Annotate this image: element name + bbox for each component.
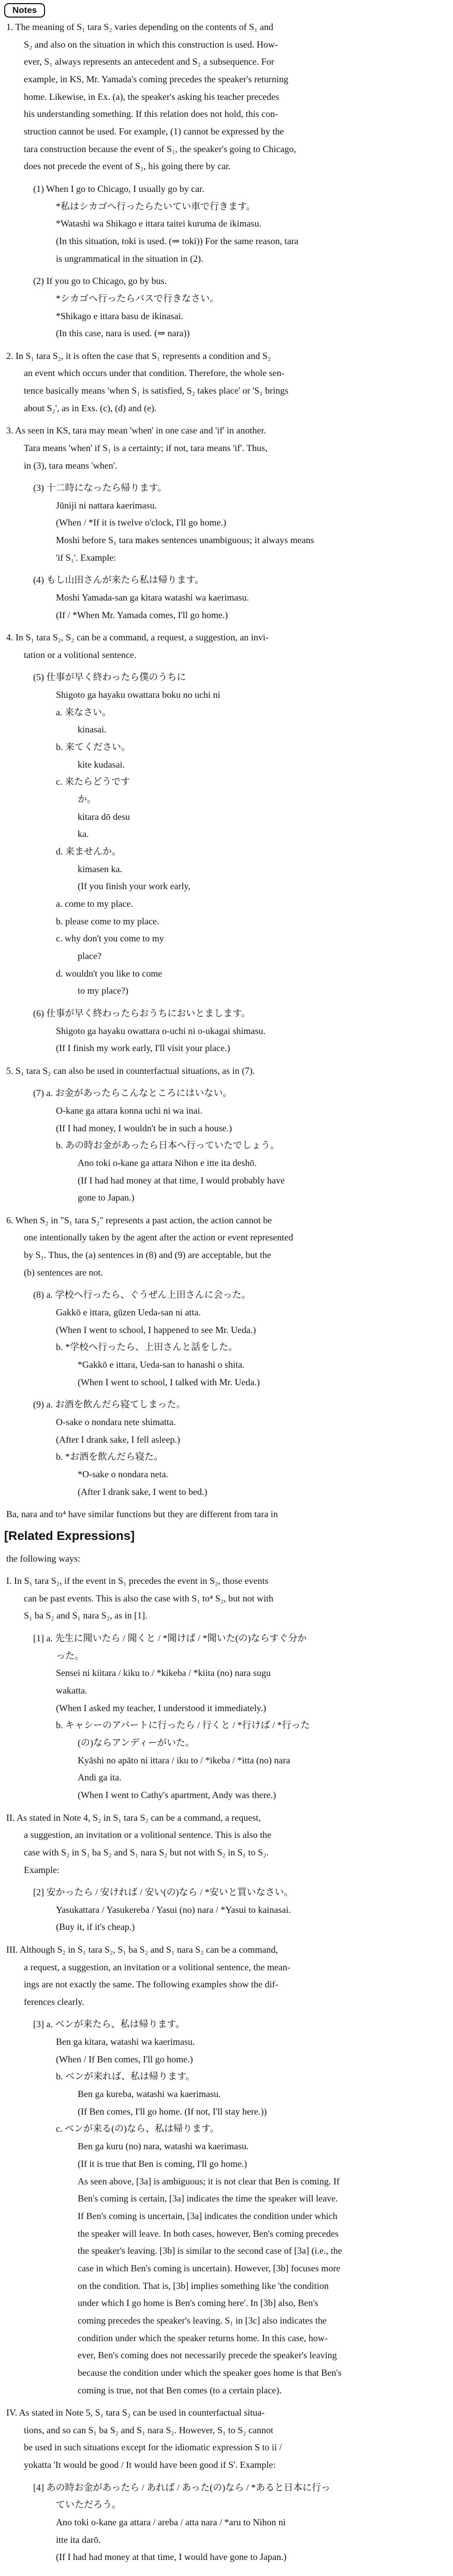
text-line: O-kane ga attara konna uchi ni wa inai. [56,1105,202,1116]
text-line: kitara dō desu [78,812,130,822]
text-line: *シカゴへ行ったらバスで行きなさい。 [56,293,219,304]
text-line: to my place?) [78,985,128,996]
text-line: (7) a. お金があったらこんなところにはいない。 [33,1088,232,1098]
text-line: case with S₂ in S₁ ba S₂ and S₁ nara S₂ but not with S₂ in S₁ to S₂. [24,1847,269,1858]
text-line: b. 来てください。 [56,742,130,752]
text-line: III. Although S₂ in S₁ tara S₂, S₁ ba S₂ and S₁ nara S₂ can be a command, [6,1944,278,1955]
text-line: b. *学校へ行ったら、上田さんと話をした。 [56,1342,238,1352]
text-line: 4. In S₁ tara S₂, S₂ can be a command, a request, a suggestion, an invi- [6,632,269,642]
text-line: about S₂', as in Exs. (c), (d) and (e). [24,403,157,413]
text-line: (の)ならアンディーがいた。 [78,1738,195,1748]
text-line: 'if S₁'. Example: [56,552,116,563]
text-line: Yasukattara / Yasukereba / Yasui (no) nara / *Yasui to kainasai. [56,1905,291,1915]
text-line: If Ben's coming is uncertain, [3a] indicates the condition under which [78,2211,338,2221]
text-line: (In this case, nara is used. (⇒ nara)) [56,328,190,338]
text-line: wakatta. [56,1685,87,1696]
text-line: kinasai. [78,724,107,735]
text-line: (If I had had money at that time, I would probably have [78,1175,285,1186]
text-line: *Gakkō e ittara, Ueda-san to hanashi o shita. [78,1359,245,1370]
text-line: (9) a. お酒を飲んだら寝てしまった。 [33,1399,186,1410]
text-line: (When I went to school, I happened to see Mr. Ueda.) [56,1325,256,1335]
text-line: (Buy it, if it's cheap.) [56,1922,135,1932]
text-line: (1) When I go to Chicago, I usually go by car. [33,184,204,194]
text-line: struction cannot be used. For example, (1) cannot be expressed by the [24,126,284,137]
text-line: condition under which the speaker returns home. In this case, how- [78,2333,328,2343]
text-line: the speaker will leave. In both cases, however, Ben's coming precedes [78,2228,339,2239]
text-line: is ungrammatical in the situation in (2). [56,253,203,264]
text-line: ings are not exactly the same. The following examples show the dif- [24,1979,279,1989]
text-line: coming is true, not that Ben comes (to a certain place). [78,2385,282,2395]
text-line: (If I had had money at that time, I would have gone to Japan.) [56,2552,287,2562]
text-line: c. ベンが来る(の)なら、私は帰ります。 [56,2123,220,2134]
text-line: (4) もし山田さんが来たら私は帰ります。 [33,575,204,585]
text-line: Jūniji ni nattara kaerimasu. [56,500,157,511]
text-line: gone to Japan.) [78,1192,135,1203]
text-line: ていただろう。 [56,2499,121,2510]
text-line: Ano toki o-kane ga attara Nihon e itte ita deshō. [78,1158,257,1168]
text-line: (3) 十二時になったら帰ります。 [33,483,167,493]
text-line: S₁ ba S₂ and S₁ nara S₂, as in [1]. [24,1610,148,1621]
text-line: った。 [56,1651,84,1661]
text-line: a suggestion, an invitation or a volitional sentence. This is also the [24,1830,272,1840]
text-line: (8) a. 学校へ行ったら、ぐうぜん上田さんに会った。 [33,1290,251,1300]
text-line: his understanding something. If this relation does not hold, this con- [24,109,278,119]
text-line: [4] あの時お金があったら / あれば / あった(の)なら / *あると日本に行っ [33,2482,331,2493]
text-line: c. why don't you come to my [56,933,164,943]
text-line: on the condition. That is, [3b] implies something like 'the condition [78,2281,329,2291]
text-line: b. キャシーのアパートに行ったら / 行くと / *行けば / *行った [56,1720,310,1730]
text-line: a request, a suggestion, an invitation or a volitional sentence, the mean- [24,1962,290,1972]
text-line: example, in KS, Mr. Yamada's coming precedes the speaker's returning [24,74,288,84]
text-line: 5. S₁ tara S₂ can also be used in counterfactual situations, as in (7). [6,1066,255,1076]
text-line: b. please come to my place. [56,916,159,926]
text-line: (After I drank sake, I went to bed.) [78,1487,208,1497]
related-expressions-heading: [Related Expressions] [4,1529,135,1543]
text-line: d. wouldn't you like to come [56,968,163,979]
text-line: I. In S₁ tara S₂, if the event in S₁ precedes the event in S₂, those events [6,1576,269,1586]
text-line: yokatta 'It would be good / It would have been good if S'. Example: [24,2460,276,2470]
text-line: Moshi before S₁ tara makes sentences unambiguous; it always means [56,535,314,545]
text-line: in (3), tara means 'when'. [24,460,118,471]
text-line: Sensei ni kiitara / kiku to / *kikeba / *kiita (no) nara sugu [56,1668,271,1678]
text-line: Moshi Yamada-san ga kitara watashi wa kaerimasu. [56,592,249,603]
text-line: Ben ga kureba, watashi wa kaerimasu. [78,2089,221,2099]
text-line: ferences clearly. [24,1997,84,2007]
text-line: (After I drank sake, I fell asleep.) [56,1434,180,1445]
text-line: 6. When S₂ in "S₁ tara S₂" represents a past action, the action cannot be [6,1215,272,1225]
text-line: *Shikago e ittara basu de ikinasai. [56,311,183,321]
text-line: a. 来なさい。 [56,707,111,717]
text-line: Andi ga ita. [78,1772,122,1783]
text-line: Ano toki o-kane ga attara / areba / atta nara / *aru to Nihon ni [56,2517,286,2527]
text-line: S₂ and also on the situation in which this construction is used. How- [24,39,278,50]
text-line: ka. [78,829,89,839]
text-line: does not precede the event of S₂, his going there by car. [24,161,231,171]
text-line: (6) 仕事が早く終わったらおうちにおいとまします。 [33,1008,251,1019]
text-line: (In this situation, toki is used. (⇒ toki)) For the same reason, tara [56,236,299,246]
text-line: Ben ga kuru (no) nara, watashi wa kaerimasu. [78,2141,249,2151]
text-line: Ben ga kitara, watashi wa kaerimasu. [56,2036,195,2047]
text-line: tation or a volitional sentence. [24,650,137,660]
text-line: (If I had money, I wouldn't be in such a house.) [56,1123,232,1133]
text-line: *Watashi wa Shikago e ittara taitei kuruma de ikimasu. [56,218,261,229]
text-line: one intentionally taken by the agent after the action or event represented [24,1232,294,1242]
text-line: ever, S₁ always represents an antecedent and S₂ a subsequence. For [24,56,274,67]
text-line: 1. The meaning of S₁ tara S₂ varies depending on the contents of S₁ and [6,22,273,32]
text-line: Tara means 'when' if S₁ is a certainty; if not, tara means 'if'. Thus, [24,443,268,453]
text-line: (When / *If it is twelve o'clock, I'll go home.) [56,517,226,528]
text-line: か。 [78,794,96,804]
text-line: because the condition under which the speaker goes home is that Ben's [78,2368,342,2378]
text-line: Kyāshi no apāto ni ittara / iku to / *ikeba / *itta (no) nara [78,1755,290,1765]
text-line: Ba, nara and to⁴ have similar functions but they are different from tara in [6,1509,278,1519]
text-line: 2. In S₁ tara S₂, it is often the case that S₁ represents a condition and S₂ [6,351,271,361]
text-line: O-sake o nondara nete shimatta. [56,1417,176,1427]
text-line: As seen above, [3a] is ambiguous; it is not clear that Ben is coming. If [78,2176,340,2186]
text-line: (5) 仕事が早く終わったら僕のうちに [33,672,186,682]
text-line: (If I finish my work early, I'll visit your place.) [56,1043,230,1053]
text-line: Gakkō e ittara, gūzen Ueda-san ni atta. [56,1307,201,1317]
text-line: (When I went to school, I talked with Mr. Ueda.) [78,1377,260,1387]
text-line: (If / *When Mr. Yamada comes, I'll go home.) [56,610,228,620]
text-line: (When I went to Cathy's apartment, Andy was there.) [78,1790,276,1800]
text-line: II. As stated in Note 4, S₂ in S₁ tara S₂ can be a command, a request, [6,1813,261,1823]
text-line: c. 来たらどうです [56,776,130,787]
text-line: under which I go home is Ben's coming here'. In [3b] also, Ben's [78,2298,318,2308]
text-line: Shigoto ga hayaku owattara boku no uchi ni [56,690,221,700]
text-line: b. *お酒を飲んだら寝た。 [56,1451,163,1462]
text-line: the following ways: [6,1553,80,1564]
text-line: home. Likewise, in Ex. (a), the speaker's asking his teacher precedes [24,92,280,102]
text-line: an event which occurs under that condition. Therefore, the whole sen- [24,368,285,378]
text-line: place? [78,951,101,961]
text-line: [3] a. ベンが来たら、私は帰ります。 [33,2019,185,2029]
text-line: *O-sake o nondara neta. [78,1469,168,1479]
text-line: b. あの時お金があったら日本へ行っていたでしょう。 [56,1140,280,1150]
text-line: (If Ben comes, I'll go home. (If not, I'll stay here.)) [78,2106,267,2117]
text-line: Shigoto ga hayaku owattara o-uchi ni o-ukagai shimasu. [56,1026,266,1036]
text-line: (If you finish your work early, [78,881,191,891]
text-line: d. 来ませんか。 [56,846,121,857]
text-line: 3. As seen in KS, tara may mean 'when' in one case and 'if' in another. [6,425,266,436]
text-line: tara construction because the event of S₁, the speaker's going to Chicago, [24,144,296,154]
text-line: coming precedes the speaker's leaving. S₁ in [3c] also indicates the [78,2315,327,2326]
text-line: ever, Ben's coming does not necessarily precede the speaker's leaving [78,2350,337,2360]
text-line: by S₁. Thus, the (a) sentences in (8) and (9) are acceptable, but the [24,1250,271,1260]
text-line: the speaker's leaving. [3b] is similar to the second case of [3a] (i.e., the [78,2245,342,2256]
text-line: (When / If Ben comes, I'll go home.) [56,2054,193,2064]
text-line: kimasen ka. [78,864,122,874]
text-line: [2] 安かったら / 安ければ / 安い(の)なら / *安いと買いなさい。 [33,1887,294,1897]
notes-tag: Notes [4,3,45,18]
text-line: IV. As stated in Note 5, S₁ tara S₂ can be used in counterfactual situa- [6,2407,265,2418]
text-line: Example: [24,1865,60,1875]
text-line: (If it is true that Ben is coming, I'll go home.) [78,2159,247,2169]
text-line: Ben's coming is certain, [3a] indicates the time the speaker will leave. [78,2193,338,2204]
text-line: [1] a. 先生に聞いたら / 聞くと / *聞けば / *聞いた(の)ならすぐ分か [33,1633,307,1643]
text-line: a. come to my place. [56,898,133,909]
text-line: case in which Ben's coming is uncertain). However, [3b] focuses more [78,2263,341,2273]
text-line: be used in such situations except for the idiomatic expression S to ii / [24,2442,282,2452]
text-line: (When I asked my teacher, I understood it immediately.) [56,1703,266,1713]
text-line: (b) sentences are not. [24,1267,103,1278]
text-line: tence basically means 'when S₁ is satisfied, S₂ takes place' or 'S₁ brings [24,385,288,396]
text-line: tions, and so can S₁ ba S₂ and S₁ nara S₂. However, S₁ to S₂ cannot [24,2425,273,2435]
text-line: b. ベンが来れば、私は帰ります。 [56,2071,195,2081]
text-line: (2) If you go to Chicago, go by bus. [33,276,167,286]
text-line: can be past events. This is also the case with S₁ to⁴ S₂, but not with [24,1593,273,1604]
text-line: kite kudasai. [78,759,125,770]
text-line: *私はシカゴへ行ったらたいてい車で行きます。 [56,201,256,212]
text-line: itte ita darō. [56,2535,101,2545]
